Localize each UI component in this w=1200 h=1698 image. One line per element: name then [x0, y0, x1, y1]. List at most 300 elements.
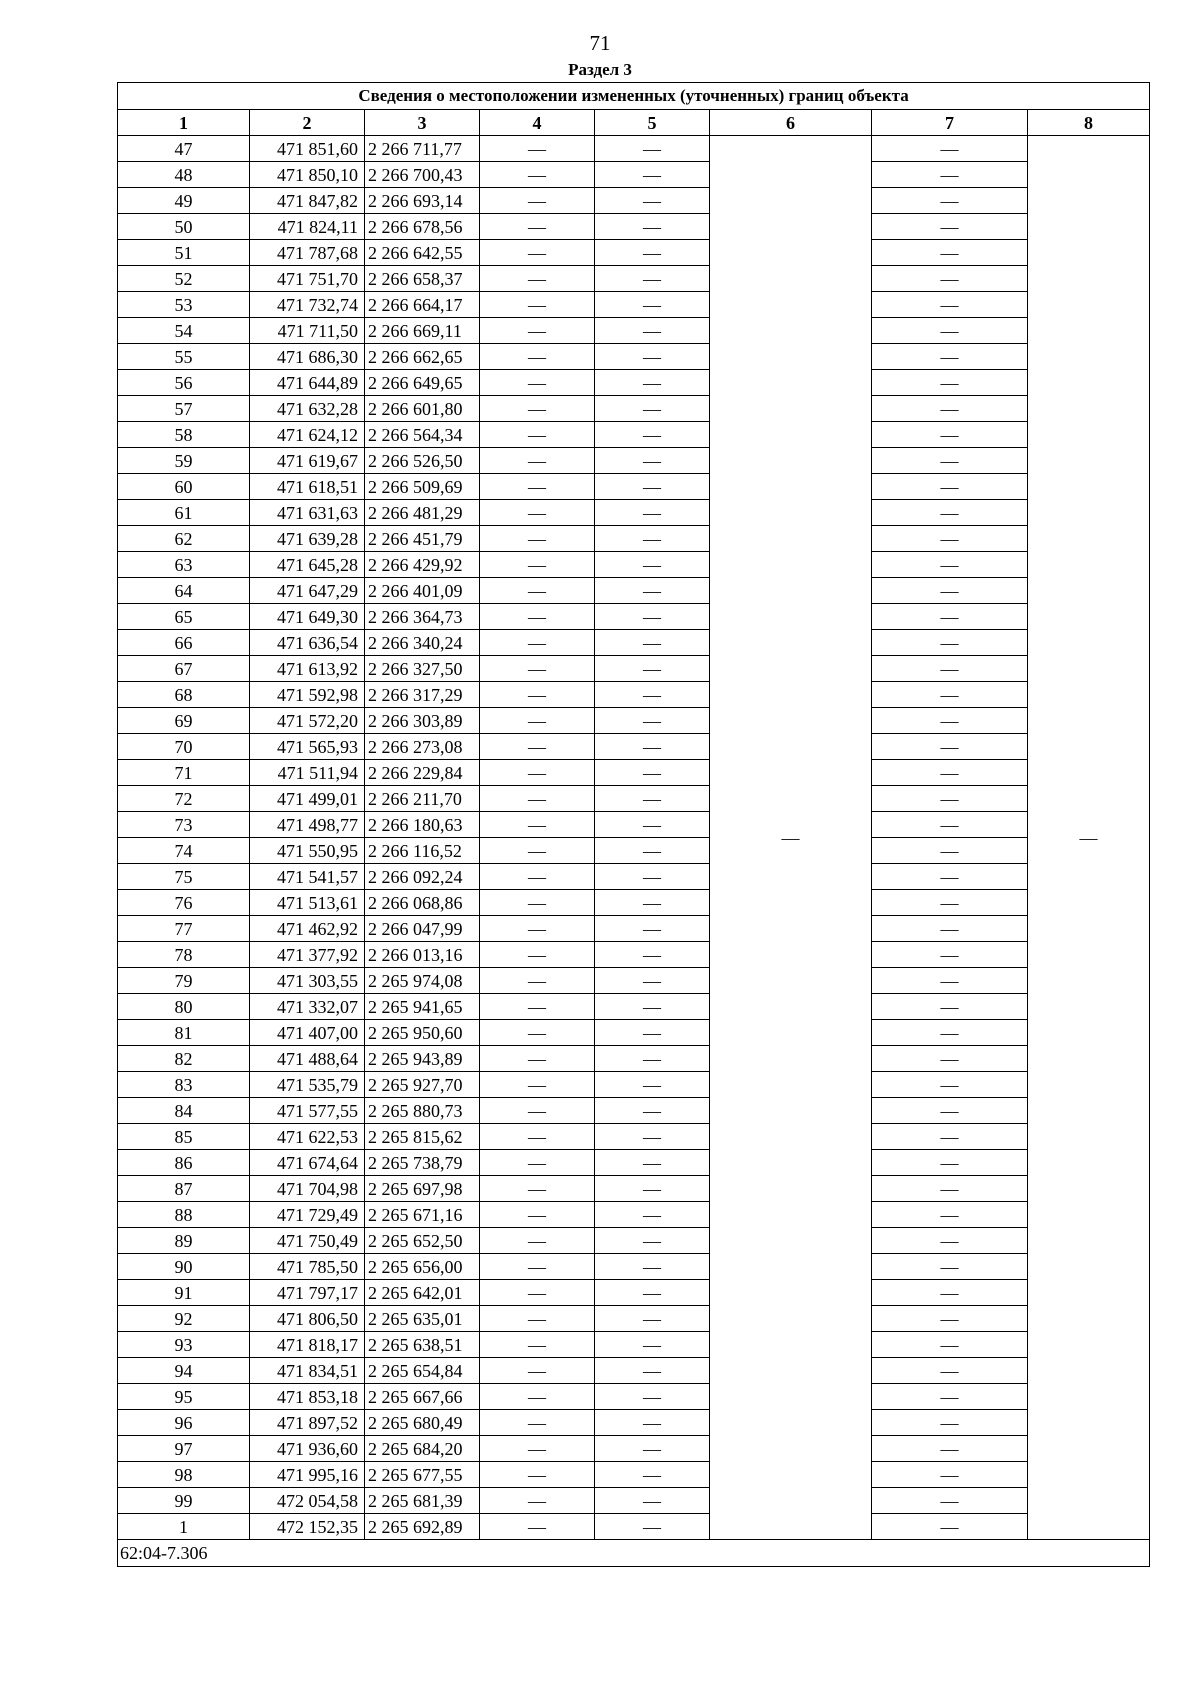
column-4-dash-cell: —	[480, 864, 595, 890]
point-number-cell: 87	[118, 1176, 250, 1202]
table-row	[118, 370, 1150, 396]
table-row	[118, 240, 1150, 266]
column-7-dash-cell: —	[872, 1124, 1028, 1150]
column-7-dash-cell: —	[872, 838, 1028, 864]
table-row	[118, 994, 1150, 1020]
column-header-row	[118, 110, 1150, 136]
table-row	[118, 1332, 1150, 1358]
column-7-dash-cell: —	[872, 890, 1028, 916]
table-row	[118, 604, 1150, 630]
x-coordinate-cell: 471 618,51	[250, 474, 365, 500]
column-7-dash-cell: —	[872, 1488, 1028, 1514]
column-4-dash-cell: —	[480, 318, 595, 344]
point-number-cell: 67	[118, 656, 250, 682]
y-coordinate-cell: 2 266 092,24	[365, 864, 480, 890]
x-coordinate-cell: 471 649,30	[250, 604, 365, 630]
x-coordinate-cell: 471 619,67	[250, 448, 365, 474]
column-5-dash-cell: —	[595, 1384, 710, 1410]
point-number-cell: 84	[118, 1098, 250, 1124]
column-4-dash-cell: —	[480, 552, 595, 578]
table-row	[118, 1358, 1150, 1384]
column-7-dash-cell: —	[872, 734, 1028, 760]
x-coordinate-cell: 471 674,64	[250, 1150, 365, 1176]
column-4-dash-cell: —	[480, 1514, 595, 1540]
column-4-dash-cell: —	[480, 162, 595, 188]
y-coordinate-cell: 2 266 678,56	[365, 214, 480, 240]
x-coordinate-cell: 471 565,93	[250, 734, 365, 760]
column-5-dash-cell: —	[595, 812, 710, 838]
y-coordinate-cell: 2 266 047,99	[365, 916, 480, 942]
x-coordinate-cell: 471 541,57	[250, 864, 365, 890]
y-coordinate-cell: 2 266 013,16	[365, 942, 480, 968]
table-row	[118, 734, 1150, 760]
point-number-cell: 90	[118, 1254, 250, 1280]
column-4-dash-cell: —	[480, 1436, 595, 1462]
table-row	[118, 526, 1150, 552]
column-4-dash-cell: —	[480, 1410, 595, 1436]
column-4-dash-cell: —	[480, 1306, 595, 1332]
y-coordinate-cell: 2 265 880,73	[365, 1098, 480, 1124]
column-7-dash-cell: —	[872, 396, 1028, 422]
table-row	[118, 942, 1150, 968]
y-coordinate-cell: 2 265 635,01	[365, 1306, 480, 1332]
point-number-cell: 55	[118, 344, 250, 370]
table-row	[118, 1488, 1150, 1514]
y-coordinate-cell: 2 266 273,08	[365, 734, 480, 760]
table-row	[118, 1228, 1150, 1254]
point-number-cell: 47	[118, 136, 250, 162]
point-number-cell: 58	[118, 422, 250, 448]
table-row	[118, 1020, 1150, 1046]
y-coordinate-cell: 2 265 941,65	[365, 994, 480, 1020]
column-7-dash-cell: —	[872, 1098, 1028, 1124]
point-number-cell: 57	[118, 396, 250, 422]
table-row	[118, 786, 1150, 812]
x-coordinate-cell: 471 622,53	[250, 1124, 365, 1150]
column-7-dash-cell: —	[872, 422, 1028, 448]
y-coordinate-cell: 2 266 526,50	[365, 448, 480, 474]
column-4-dash-cell: —	[480, 734, 595, 760]
column-5-dash-cell: —	[595, 396, 710, 422]
table-row	[118, 708, 1150, 734]
y-coordinate-cell: 2 266 649,65	[365, 370, 480, 396]
x-coordinate-cell: 471 636,54	[250, 630, 365, 656]
x-coordinate-cell: 471 332,07	[250, 994, 365, 1020]
point-number-cell: 62	[118, 526, 250, 552]
column-5-dash-cell: —	[595, 188, 710, 214]
column-4-dash-cell: —	[480, 1124, 595, 1150]
y-coordinate-cell: 2 265 638,51	[365, 1332, 480, 1358]
table-row	[118, 214, 1150, 240]
column-5-dash-cell: —	[595, 1072, 710, 1098]
table-row	[118, 1072, 1150, 1098]
column-7-dash-cell: —	[872, 1436, 1028, 1462]
y-coordinate-cell: 2 266 451,79	[365, 526, 480, 552]
point-number-cell: 80	[118, 994, 250, 1020]
point-number-cell: 48	[118, 162, 250, 188]
y-coordinate-cell: 2 266 481,29	[365, 500, 480, 526]
point-number-cell: 63	[118, 552, 250, 578]
column-7-dash-cell: —	[872, 344, 1028, 370]
column-5-dash-cell: —	[595, 916, 710, 942]
x-coordinate-cell: 471 377,92	[250, 942, 365, 968]
column-header-5: 5	[595, 110, 710, 136]
column-4-dash-cell: —	[480, 786, 595, 812]
y-coordinate-cell: 2 265 692,89	[365, 1514, 480, 1540]
point-number-cell: 77	[118, 916, 250, 942]
column-5-dash-cell: —	[595, 1332, 710, 1358]
column-4-dash-cell: —	[480, 136, 595, 162]
column-4-dash-cell: —	[480, 1072, 595, 1098]
point-number-cell: 64	[118, 578, 250, 604]
column-4-dash-cell: —	[480, 1098, 595, 1124]
column-4-dash-cell: —	[480, 370, 595, 396]
column-4-dash-cell: —	[480, 1150, 595, 1176]
table-row	[118, 1150, 1150, 1176]
column-5-dash-cell: —	[595, 1202, 710, 1228]
column-4-dash-cell: —	[480, 1228, 595, 1254]
column-5-dash-cell: —	[595, 1124, 710, 1150]
column-5-dash-cell: —	[595, 1098, 710, 1124]
y-coordinate-cell: 2 266 303,89	[365, 708, 480, 734]
point-number-cell: 50	[118, 214, 250, 240]
y-coordinate-cell: 2 265 677,55	[365, 1462, 480, 1488]
column-5-dash-cell: —	[595, 682, 710, 708]
point-number-cell: 88	[118, 1202, 250, 1228]
y-coordinate-cell: 2 266 180,63	[365, 812, 480, 838]
column-4-dash-cell: —	[480, 1384, 595, 1410]
column-5-dash-cell: —	[595, 500, 710, 526]
y-coordinate-cell: 2 265 652,50	[365, 1228, 480, 1254]
point-number-cell: 61	[118, 500, 250, 526]
table-row	[118, 578, 1150, 604]
column-5-dash-cell: —	[595, 578, 710, 604]
point-number-cell: 97	[118, 1436, 250, 1462]
x-coordinate-cell: 471 853,18	[250, 1384, 365, 1410]
x-coordinate-cell: 471 897,52	[250, 1410, 365, 1436]
x-coordinate-cell: 471 577,55	[250, 1098, 365, 1124]
column-5-dash-cell: —	[595, 760, 710, 786]
point-number-cell: 83	[118, 1072, 250, 1098]
column-4-dash-cell: —	[480, 1358, 595, 1384]
column-4-dash-cell: —	[480, 396, 595, 422]
column-5-dash-cell: —	[595, 318, 710, 344]
x-coordinate-cell: 471 686,30	[250, 344, 365, 370]
column-7-dash-cell: —	[872, 1072, 1028, 1098]
column-7-dash-cell: —	[872, 162, 1028, 188]
x-coordinate-cell: 471 824,11	[250, 214, 365, 240]
point-number-cell: 1	[118, 1514, 250, 1540]
column-5-dash-cell: —	[595, 292, 710, 318]
y-coordinate-cell: 2 265 684,20	[365, 1436, 480, 1462]
column-7-dash-cell: —	[872, 578, 1028, 604]
column-4-dash-cell: —	[480, 344, 595, 370]
y-coordinate-cell: 2 266 564,34	[365, 422, 480, 448]
column-5-dash-cell: —	[595, 1462, 710, 1488]
point-number-cell: 70	[118, 734, 250, 760]
table-row	[118, 344, 1150, 370]
y-coordinate-cell: 2 266 340,24	[365, 630, 480, 656]
table-row	[118, 1280, 1150, 1306]
point-number-cell: 49	[118, 188, 250, 214]
point-number-cell: 73	[118, 812, 250, 838]
table-row	[118, 1462, 1150, 1488]
column-4-dash-cell: —	[480, 890, 595, 916]
y-coordinate-cell: 2 265 654,84	[365, 1358, 480, 1384]
x-coordinate-cell: 471 645,28	[250, 552, 365, 578]
column-4-dash-cell: —	[480, 604, 595, 630]
column-header-3: 3	[365, 110, 480, 136]
y-coordinate-cell: 2 266 068,86	[365, 890, 480, 916]
table-row	[118, 292, 1150, 318]
column-7-dash-cell: —	[872, 370, 1028, 396]
x-coordinate-cell: 471 750,49	[250, 1228, 365, 1254]
column-5-dash-cell: —	[595, 448, 710, 474]
x-coordinate-cell: 471 797,17	[250, 1280, 365, 1306]
column-5-dash-cell: —	[595, 552, 710, 578]
point-number-cell: 71	[118, 760, 250, 786]
x-coordinate-cell: 471 995,16	[250, 1462, 365, 1488]
x-coordinate-cell: 471 462,92	[250, 916, 365, 942]
page-number: 71	[589, 31, 611, 55]
column-4-dash-cell: —	[480, 1020, 595, 1046]
y-coordinate-cell: 2 266 229,84	[365, 760, 480, 786]
column-5-dash-cell: —	[595, 838, 710, 864]
point-number-cell: 85	[118, 1124, 250, 1150]
column-7-dash-cell: —	[872, 942, 1028, 968]
x-coordinate-cell: 471 644,89	[250, 370, 365, 396]
point-number-cell: 68	[118, 682, 250, 708]
column-7-dash-cell: —	[872, 1514, 1028, 1540]
column-4-dash-cell: —	[480, 1046, 595, 1072]
table-row	[118, 1176, 1150, 1202]
column-7-dash-cell: —	[872, 136, 1028, 162]
table-caption: Сведения о местоположении измененных (уточненных) границ объекта	[118, 83, 1150, 110]
table-row	[118, 266, 1150, 292]
y-coordinate-cell: 2 266 429,92	[365, 552, 480, 578]
point-number-cell: 74	[118, 838, 250, 864]
column-5-dash-cell: —	[595, 994, 710, 1020]
column-5-dash-cell: —	[595, 942, 710, 968]
column-header-7: 7	[872, 110, 1028, 136]
point-number-cell: 76	[118, 890, 250, 916]
x-coordinate-cell: 471 851,60	[250, 136, 365, 162]
column-5-dash-cell: —	[595, 344, 710, 370]
column-5-dash-cell: —	[595, 370, 710, 396]
column-7-dash-cell: —	[872, 500, 1028, 526]
table-row	[118, 1384, 1150, 1410]
column-4-dash-cell: —	[480, 656, 595, 682]
table-row	[118, 552, 1150, 578]
table-row	[118, 1098, 1150, 1124]
point-number-cell: 53	[118, 292, 250, 318]
table-row	[118, 162, 1150, 188]
column-7-dash-cell: —	[872, 1462, 1028, 1488]
column-4-dash-cell: —	[480, 630, 595, 656]
column-7-dash-cell: —	[872, 916, 1028, 942]
y-coordinate-cell: 2 265 815,62	[365, 1124, 480, 1150]
table-row	[118, 656, 1150, 682]
column-7-dash-cell: —	[872, 552, 1028, 578]
column-5-dash-cell: —	[595, 266, 710, 292]
y-coordinate-cell: 2 266 642,55	[365, 240, 480, 266]
y-coordinate-cell: 2 265 656,00	[365, 1254, 480, 1280]
table-row	[118, 396, 1150, 422]
coordinates-table	[117, 82, 1150, 1567]
x-coordinate-cell: 471 732,74	[250, 292, 365, 318]
column-4-dash-cell: —	[480, 682, 595, 708]
column-7-dash-cell: —	[872, 266, 1028, 292]
column-4-dash-cell: —	[480, 1254, 595, 1280]
table-row	[118, 136, 1150, 162]
column-5-dash-cell: —	[595, 474, 710, 500]
table-row	[118, 838, 1150, 864]
point-number-cell: 79	[118, 968, 250, 994]
point-number-cell: 99	[118, 1488, 250, 1514]
column-5-dash-cell: —	[595, 1176, 710, 1202]
y-coordinate-cell: 2 266 658,37	[365, 266, 480, 292]
x-coordinate-cell: 471 785,50	[250, 1254, 365, 1280]
column-5-dash-cell: —	[595, 734, 710, 760]
x-coordinate-cell: 471 511,94	[250, 760, 365, 786]
column-7-dash-cell: —	[872, 1020, 1028, 1046]
column-7-dash-cell: —	[872, 1176, 1028, 1202]
column-4-dash-cell: —	[480, 916, 595, 942]
column-7-dash-cell: —	[872, 1384, 1028, 1410]
y-coordinate-cell: 2 265 681,39	[365, 1488, 480, 1514]
column-4-dash-cell: —	[480, 1280, 595, 1306]
table-row	[118, 890, 1150, 916]
x-coordinate-cell: 471 751,70	[250, 266, 365, 292]
column-4-dash-cell: —	[480, 1332, 595, 1358]
column-7-dash-cell: —	[872, 1280, 1028, 1306]
y-coordinate-cell: 2 266 664,17	[365, 292, 480, 318]
y-coordinate-cell: 2 266 317,29	[365, 682, 480, 708]
y-coordinate-cell: 2 266 601,80	[365, 396, 480, 422]
point-number-cell: 86	[118, 1150, 250, 1176]
table-row	[118, 1124, 1150, 1150]
x-coordinate-cell: 471 488,64	[250, 1046, 365, 1072]
point-number-cell: 75	[118, 864, 250, 890]
x-coordinate-cell: 471 834,51	[250, 1358, 365, 1384]
column-7-dash-cell: —	[872, 1306, 1028, 1332]
x-coordinate-cell: 471 787,68	[250, 240, 365, 266]
x-coordinate-cell: 471 850,10	[250, 162, 365, 188]
column-header-6: 6	[710, 110, 872, 136]
column-4-dash-cell: —	[480, 526, 595, 552]
column-7-dash-cell: —	[872, 968, 1028, 994]
column-4-dash-cell: —	[480, 838, 595, 864]
column-7-dash-cell: —	[872, 240, 1028, 266]
column-7-dash-cell: —	[872, 474, 1028, 500]
x-coordinate-cell: 471 632,28	[250, 396, 365, 422]
column-5-dash-cell: —	[595, 1410, 710, 1436]
column-4-dash-cell: —	[480, 1462, 595, 1488]
y-coordinate-cell: 2 266 401,09	[365, 578, 480, 604]
y-coordinate-cell: 2 266 711,77	[365, 136, 480, 162]
column-5-dash-cell: —	[595, 604, 710, 630]
column-7-dash-cell: —	[872, 1202, 1028, 1228]
point-number-cell: 51	[118, 240, 250, 266]
column-7-dash-cell: —	[872, 1358, 1028, 1384]
column-5-dash-cell: —	[595, 240, 710, 266]
column-7-dash-cell: —	[872, 526, 1028, 552]
column-4-dash-cell: —	[480, 1176, 595, 1202]
section-title: Раздел 3	[568, 60, 632, 79]
column-4-dash-cell: —	[480, 1202, 595, 1228]
column-4-dash-cell: —	[480, 994, 595, 1020]
point-number-cell: 95	[118, 1384, 250, 1410]
y-coordinate-cell: 2 265 738,79	[365, 1150, 480, 1176]
column-7-dash-cell: —	[872, 656, 1028, 682]
x-coordinate-cell: 471 498,77	[250, 812, 365, 838]
column-5-dash-cell: —	[595, 630, 710, 656]
point-number-cell: 89	[118, 1228, 250, 1254]
x-coordinate-cell: 471 499,01	[250, 786, 365, 812]
table-row	[118, 1306, 1150, 1332]
point-number-cell: 54	[118, 318, 250, 344]
x-coordinate-cell: 472 152,35	[250, 1514, 365, 1540]
column-5-dash-cell: —	[595, 786, 710, 812]
column-7-dash-cell: —	[872, 318, 1028, 344]
y-coordinate-cell: 2 266 509,69	[365, 474, 480, 500]
point-number-cell: 93	[118, 1332, 250, 1358]
column-7-dash-cell: —	[872, 864, 1028, 890]
y-coordinate-cell: 2 266 327,50	[365, 656, 480, 682]
point-number-cell: 60	[118, 474, 250, 500]
column-7-dash-cell: —	[872, 214, 1028, 240]
column-4-dash-cell: —	[480, 240, 595, 266]
table-row	[118, 474, 1150, 500]
column-7-dash-cell: —	[872, 448, 1028, 474]
x-coordinate-cell: 471 806,50	[250, 1306, 365, 1332]
column-4-dash-cell: —	[480, 968, 595, 994]
column-8-merged-cell: —	[1028, 136, 1150, 1540]
x-coordinate-cell: 471 592,98	[250, 682, 365, 708]
column-4-dash-cell: —	[480, 292, 595, 318]
y-coordinate-cell: 2 265 927,70	[365, 1072, 480, 1098]
y-coordinate-cell: 2 266 364,73	[365, 604, 480, 630]
column-5-dash-cell: —	[595, 162, 710, 188]
column-4-dash-cell: —	[480, 1488, 595, 1514]
point-number-cell: 94	[118, 1358, 250, 1384]
x-coordinate-cell: 471 936,60	[250, 1436, 365, 1462]
column-4-dash-cell: —	[480, 422, 595, 448]
column-4-dash-cell: —	[480, 214, 595, 240]
column-4-dash-cell: —	[480, 500, 595, 526]
column-4-dash-cell: —	[480, 474, 595, 500]
table-row	[118, 188, 1150, 214]
y-coordinate-cell: 2 266 116,52	[365, 838, 480, 864]
table-row	[118, 500, 1150, 526]
column-7-dash-cell: —	[872, 682, 1028, 708]
column-6-merged-cell: —	[710, 136, 872, 1540]
table-row	[118, 1514, 1150, 1540]
x-coordinate-cell: 471 535,79	[250, 1072, 365, 1098]
column-5-dash-cell: —	[595, 1306, 710, 1332]
y-coordinate-cell: 2 266 700,43	[365, 162, 480, 188]
table-row	[118, 1254, 1150, 1280]
column-5-dash-cell: —	[595, 1020, 710, 1046]
y-coordinate-cell: 2 266 693,14	[365, 188, 480, 214]
column-5-dash-cell: —	[595, 136, 710, 162]
column-5-dash-cell: —	[595, 1228, 710, 1254]
x-coordinate-cell: 471 704,98	[250, 1176, 365, 1202]
point-number-cell: 96	[118, 1410, 250, 1436]
column-4-dash-cell: —	[480, 578, 595, 604]
x-coordinate-cell: 471 572,20	[250, 708, 365, 734]
column-5-dash-cell: —	[595, 656, 710, 682]
